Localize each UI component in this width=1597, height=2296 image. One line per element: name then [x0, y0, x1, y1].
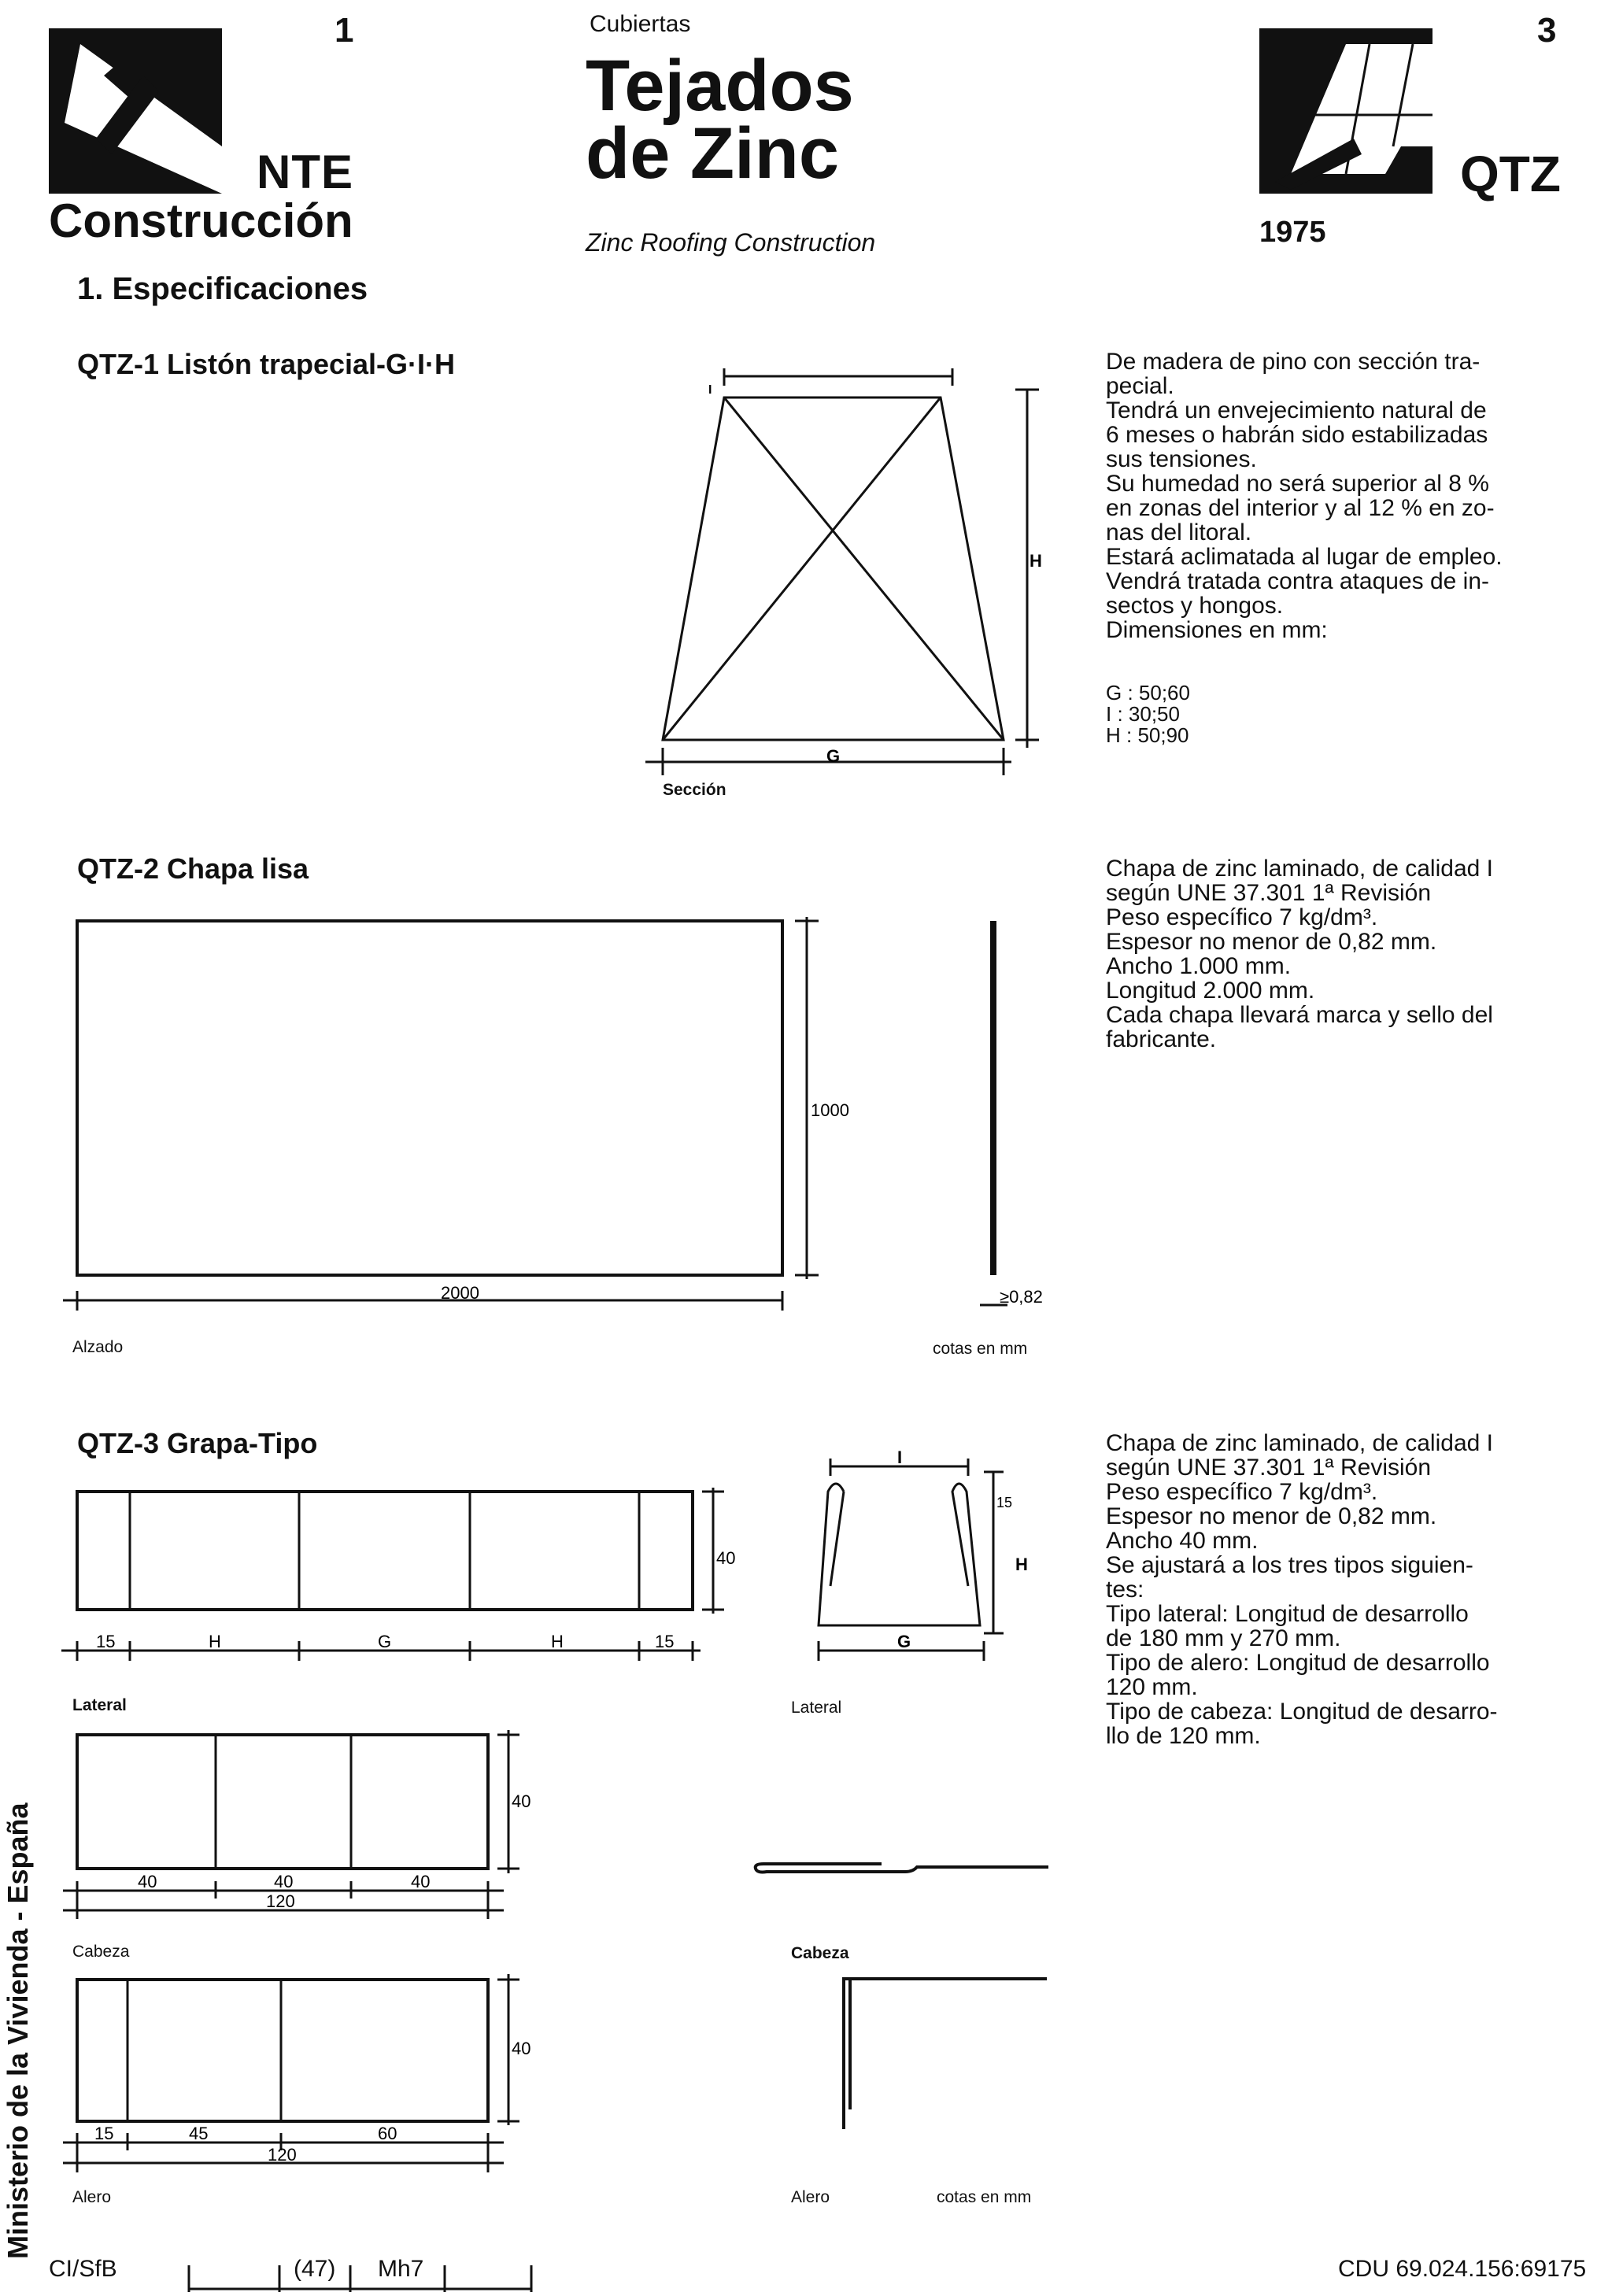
desc-line: Tipo de alero: Longitud de desarrollo: [1106, 1650, 1490, 1676]
cabeza-dim-1: 40: [138, 1872, 157, 1891]
cdu-code: CDU 69.024.156:69175: [1338, 2256, 1587, 2282]
cisfb-code-1: (47): [294, 2256, 336, 2282]
desc-line: nas del litoral.: [1106, 519, 1252, 545]
profile-dim-h: H: [1015, 1555, 1028, 1574]
qtz3-cotas-label: cotas en mm: [937, 2188, 1032, 2206]
qtz1-section-label: Sección: [663, 781, 726, 799]
desc-line: 6 meses o habrán sido estabilizadas: [1106, 422, 1488, 448]
desc-line: Estará aclimatada al lugar de empleo.: [1106, 544, 1503, 570]
desc-line: de 180 mm y 270 mm.: [1106, 1625, 1341, 1651]
right-sheet-number: 3: [1537, 11, 1557, 50]
qtz1-description: [1106, 349, 1578, 642]
qtz3-lateral-drawing: [55, 1476, 736, 1673]
desc-line: pecial.: [1106, 373, 1174, 399]
desc-line: 120 mm.: [1106, 1674, 1198, 1700]
section-title: 1. Especificaciones: [77, 272, 368, 306]
qtz2-cotas-label: cotas en mm: [933, 1340, 1028, 1358]
page-title-line2: de Zinc: [586, 113, 840, 194]
qtz-roof-logo: [1259, 28, 1432, 194]
qtz2-description: [1106, 856, 1578, 1052]
dim-line: H : 50;90: [1106, 723, 1189, 747]
qtz3-cabeza-profile: [748, 1842, 1063, 1889]
desc-line: Cada chapa llevará marca y sello del: [1106, 1002, 1493, 1028]
qtz1-dim-h: H: [1030, 551, 1042, 571]
desc-line: Su humedad no será superior al 8 %: [1106, 471, 1489, 497]
lateral-dim-15a: 15: [96, 1632, 116, 1651]
desc-line: Peso específico 7 kg/dm³.: [1106, 904, 1378, 930]
cabeza-profile-label: Cabeza: [791, 1944, 849, 1962]
cabeza-dim-3: 40: [411, 1872, 431, 1891]
lateral-label: Lateral: [72, 1696, 127, 1714]
desc-line: fabricante.: [1106, 1026, 1217, 1052]
lateral-dim-height: 40: [716, 1548, 736, 1568]
alero-dim-height: 40: [512, 2039, 531, 2058]
page-subtitle: Zinc Roofing Construction: [586, 228, 876, 257]
lateral-dim-g: G: [378, 1632, 392, 1651]
lateral-dim-h2: H: [551, 1632, 564, 1651]
qtz3-alero-profile: [826, 1968, 1063, 2149]
lateral-dim-h1: H: [209, 1632, 221, 1651]
desc-line: Chapa de zinc laminado, de calidad I: [1106, 1430, 1493, 1456]
desc-line: llo de 120 mm.: [1106, 1723, 1261, 1749]
desc-line: tes:: [1106, 1577, 1144, 1603]
qtz1-dim-g: G: [826, 746, 841, 766]
qtz1-dimensions: [1106, 682, 1190, 746]
desc-line: Dimensiones en mm:: [1106, 617, 1328, 643]
desc-line: Longitud 2.000 mm.: [1106, 978, 1315, 1004]
alero-dim-1: 15: [94, 2124, 114, 2143]
cisfb-label: CI/SfB: [49, 2256, 117, 2282]
qtz2-dim-height: 1000: [811, 1100, 849, 1120]
page-title-line1: Tejados: [586, 46, 854, 126]
nte-trowel-logo: [49, 28, 222, 194]
category-label: Cubiertas: [590, 11, 691, 37]
alero-dim-2: 45: [189, 2124, 209, 2143]
alero-profile-label: Alero: [791, 2188, 830, 2206]
desc-line: Ancho 1.000 mm.: [1106, 953, 1292, 979]
desc-line: sectos y hongos.: [1106, 593, 1284, 619]
left-sheet-number: 1: [335, 11, 354, 50]
qtz2-sheet-drawing: [55, 905, 1063, 1314]
qtz3-heading: QTZ-3 Grapa-Tipo: [77, 1427, 318, 1459]
desc-line: sus tensiones.: [1106, 446, 1257, 472]
qtz3-lateral-profile: [787, 1444, 1047, 1712]
desc-line: Tipo lateral: Longitud de desarrollo: [1106, 1601, 1469, 1627]
qtz2-alzado-label: Alzado: [72, 1338, 124, 1356]
qtz3-alero-drawing: [55, 1968, 543, 2180]
qtz1-heading: QTZ-1 Listón trapecial-G·I·H: [77, 348, 456, 380]
ministry-sidebar-text: Ministerio de la Vivienda - España: [2, 1802, 34, 2259]
qtz2-dim-thickness: ≥0,82: [1000, 1287, 1043, 1307]
desc-line: en zonas del interior y al 12 % en zo-: [1106, 495, 1495, 521]
desc-line: Tendrá un envejecimiento natural de: [1106, 397, 1487, 423]
desc-line: Ancho 40 mm.: [1106, 1528, 1259, 1554]
construccion-label: Construcción: [49, 194, 353, 247]
qtz2-heading: QTZ-2 Chapa lisa: [77, 852, 309, 885]
lateral-dim-15b: 15: [655, 1632, 675, 1651]
desc-line: según UNE 37.301 1ª Revisión: [1106, 1455, 1432, 1481]
desc-line: De madera de pino con sección tra-: [1106, 349, 1481, 375]
nte-label: NTE: [257, 146, 353, 198]
profile-lateral-label: Lateral: [791, 1699, 842, 1717]
cisfb-code-box: [185, 2257, 539, 2294]
desc-line: Chapa de zinc laminado, de calidad I: [1106, 856, 1493, 882]
dim-line: I : 30;50: [1106, 702, 1180, 726]
qtz-code: QTZ: [1460, 146, 1561, 202]
profile-dim-g: G: [897, 1632, 911, 1651]
alero-dim-3: 60: [378, 2124, 397, 2143]
desc-line: Tipo de cabeza: Longitud de desarro-: [1106, 1699, 1498, 1725]
cabeza-dim-total: 120: [266, 1891, 295, 1911]
desc-line: según UNE 37.301 1ª Revisión: [1106, 880, 1432, 906]
desc-line: Espesor no menor de 0,82 mm.: [1106, 929, 1437, 955]
desc-line: Se ajustará a los tres tipos siguien-: [1106, 1552, 1473, 1578]
cabeza-label: Cabeza: [72, 1943, 130, 1961]
profile-dim-i: I: [897, 1447, 903, 1467]
qtz3-description: [1106, 1431, 1578, 1748]
year-label: 1975: [1259, 216, 1326, 249]
desc-line: Espesor no menor de 0,82 mm.: [1106, 1503, 1437, 1529]
alero-dim-total: 120: [268, 2145, 297, 2165]
qtz3-cabeza-drawing: [55, 1724, 543, 1928]
cisfb-code-2: Mh7: [378, 2256, 424, 2282]
cabeza-dim-2: 40: [274, 1872, 294, 1891]
profile-dim-15: 15: [996, 1495, 1013, 1510]
desc-line: Peso específico 7 kg/dm³.: [1106, 1479, 1378, 1505]
qtz1-section-drawing: [630, 354, 1055, 795]
cabeza-dim-height: 40: [512, 1791, 531, 1811]
desc-line: Vendrá tratada contra ataques de in-: [1106, 568, 1490, 594]
qtz2-dim-length: 2000: [441, 1283, 479, 1303]
dim-line: G : 50;60: [1106, 681, 1190, 704]
qtz1-dim-i: I: [708, 383, 712, 397]
alero-label: Alero: [72, 2188, 112, 2206]
